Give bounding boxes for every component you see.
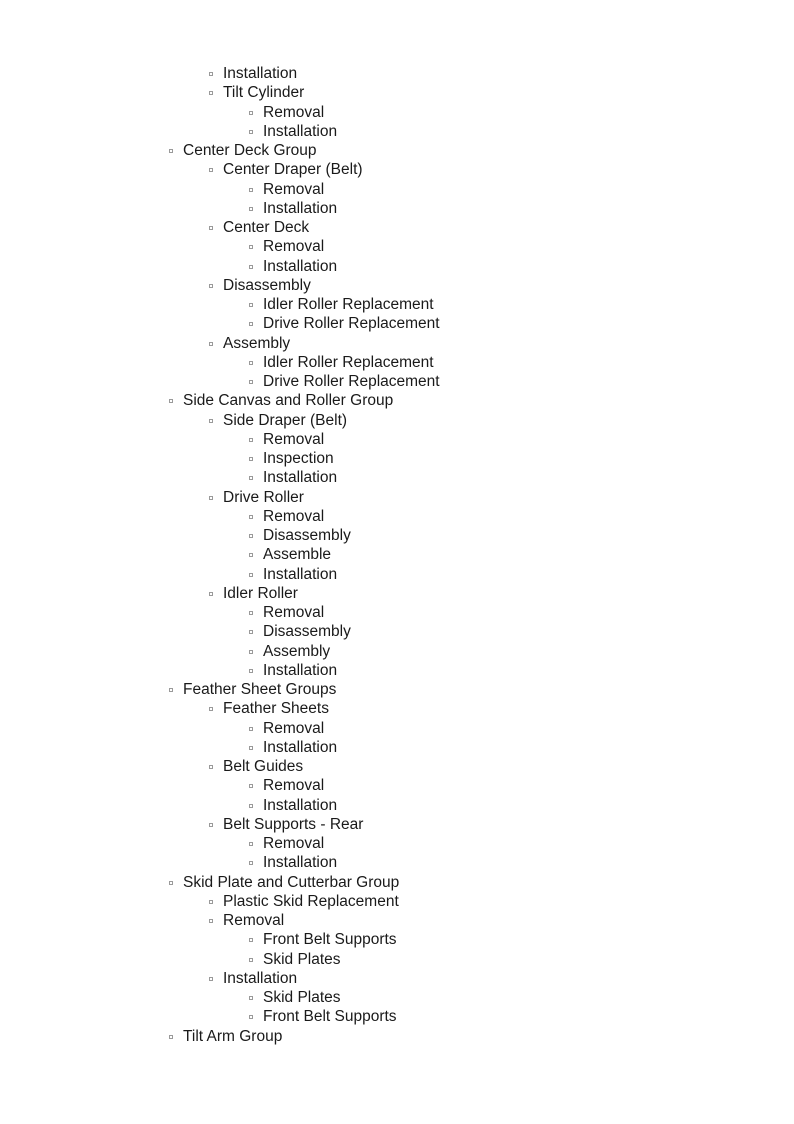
outline-item-label: Front Belt Supports	[263, 931, 397, 949]
square-bullet-icon	[209, 900, 213, 904]
square-bullet-icon	[169, 688, 173, 692]
outline-item-label: Removal	[263, 604, 325, 621]
square-bullet-icon	[209, 284, 213, 288]
square-bullet-icon	[249, 130, 253, 134]
outline-item-level-3	[0, 257, 794, 276]
outline-item-level-3	[0, 603, 794, 622]
square-bullet-icon	[209, 823, 213, 827]
outline-item-label: Installation	[263, 469, 338, 487]
square-bullet-icon	[249, 784, 253, 788]
outline-item-level-2	[0, 584, 794, 603]
square-bullet-icon	[209, 419, 213, 423]
square-bullet-icon	[169, 149, 173, 153]
outline-item-label: Tilt Cylinder	[223, 84, 305, 102]
outline-item-label: Idler Roller Replacement	[263, 353, 434, 371]
outline-item-label: Assemble	[263, 546, 332, 564]
outline-item-level-3	[0, 449, 794, 468]
square-bullet-icon	[249, 476, 253, 480]
square-bullet-icon	[249, 380, 253, 384]
outline-item-label: Removal	[223, 912, 285, 929]
square-bullet-icon	[249, 534, 253, 538]
outline-item-label: Removal	[263, 180, 325, 198]
outline-item-level-3	[0, 103, 794, 122]
outline-item-label: Skid Plate and Cutterbar Group	[183, 873, 400, 891]
square-bullet-icon	[249, 611, 253, 615]
outline-item-level-3	[0, 834, 794, 853]
square-bullet-icon	[249, 438, 253, 442]
outline-item-label: Installation	[263, 854, 338, 872]
outline-item-level-3	[0, 430, 794, 449]
outline-item-label: Removal	[263, 507, 325, 525]
outline-item-label: Feather Sheets	[223, 700, 329, 718]
outline-item-label: Installation	[263, 565, 338, 583]
square-bullet-icon	[249, 630, 253, 634]
outline-item-label: Front Belt Supports	[263, 1008, 397, 1026]
outline-item-level-3	[0, 122, 794, 141]
square-bullet-icon	[249, 207, 253, 211]
outline-item-label: Tilt Arm Group	[183, 1027, 283, 1045]
outline-item-level-3	[0, 237, 794, 256]
outline-item-level-3	[0, 468, 794, 487]
outline-item-level-3	[0, 565, 794, 584]
square-bullet-icon	[249, 861, 253, 865]
square-bullet-icon	[209, 496, 213, 500]
square-bullet-icon	[249, 245, 253, 249]
outline-item-level-1	[0, 141, 794, 160]
outline-item-level-2	[0, 892, 794, 911]
square-bullet-icon	[249, 303, 253, 307]
square-bullet-icon	[249, 111, 253, 115]
outline-item-level-3	[0, 622, 794, 641]
square-bullet-icon	[249, 746, 253, 750]
outline-item-level-3	[0, 295, 794, 314]
outline-item-label: Side Canvas and Roller Group	[183, 392, 394, 410]
outline-item-label: Skid Plates	[263, 950, 341, 968]
outline-item-level-2	[0, 218, 794, 237]
outline-item-level-1	[0, 873, 794, 892]
square-bullet-icon	[209, 919, 213, 923]
outline-item-level-2	[0, 64, 794, 83]
square-bullet-icon	[169, 881, 173, 885]
outline-item-label: Idler Roller	[223, 584, 298, 602]
square-bullet-icon	[249, 573, 253, 577]
outline-item-label: Disassembly	[263, 623, 351, 641]
square-bullet-icon	[249, 1015, 253, 1019]
outline-item-level-3	[0, 642, 794, 661]
outline-item-level-3	[0, 545, 794, 564]
outline-item-level-3	[0, 353, 794, 372]
outline-item-label: Center Deck	[223, 219, 310, 236]
outline-item-level-3	[0, 988, 794, 1007]
outline-item-label: Drive Roller Replacement	[263, 373, 440, 390]
outline-item-label: Removal	[263, 430, 325, 448]
outline-item-level-3	[0, 776, 794, 795]
square-bullet-icon	[249, 515, 253, 519]
outline-item-level-1	[0, 391, 794, 410]
outline-item-level-2	[0, 757, 794, 776]
outline-item-level-3	[0, 180, 794, 199]
outline-item-level-1	[0, 680, 794, 699]
outline-item-label: Disassembly	[223, 276, 311, 294]
square-bullet-icon	[249, 669, 253, 673]
outline-item-label: Assembly	[263, 642, 331, 660]
outline-item-level-3	[0, 1007, 794, 1026]
square-bullet-icon	[249, 361, 253, 365]
outline-item-level-2	[0, 699, 794, 718]
outline-item-label: Removal	[263, 719, 325, 737]
square-bullet-icon	[249, 650, 253, 654]
outline-item-label: Removal	[263, 238, 325, 256]
outline-item-label: Center Deck Group	[183, 142, 317, 159]
outline-item-label: Installation	[263, 796, 338, 814]
outline-item-level-3	[0, 738, 794, 757]
outline-item-label: Assembly	[223, 334, 291, 352]
outline-item-label: Inspection	[263, 450, 334, 467]
square-bullet-icon	[249, 553, 253, 557]
square-bullet-icon	[249, 842, 253, 846]
outline-item-label: Installation	[263, 661, 338, 679]
outline-item-level-3	[0, 314, 794, 333]
outline-item-label: Drive Roller Replacement	[263, 315, 440, 333]
outline-page	[0, 64, 794, 1046]
square-bullet-icon	[249, 265, 253, 269]
outline-item-level-3	[0, 526, 794, 545]
square-bullet-icon	[249, 727, 253, 731]
outline-item-level-3	[0, 661, 794, 680]
square-bullet-icon	[209, 72, 213, 76]
outline-item-label: Installation	[263, 738, 338, 756]
outline-item-label: Installation	[223, 969, 298, 987]
outline-item-label: Installation	[263, 199, 338, 217]
outline-item-label: Belt Supports - Rear	[223, 815, 364, 833]
outline-item-level-3	[0, 719, 794, 738]
square-bullet-icon	[209, 91, 213, 95]
square-bullet-icon	[209, 977, 213, 981]
outline-item-level-3	[0, 930, 794, 949]
outline-item-level-2	[0, 160, 794, 179]
outline-item-label: Belt Guides	[223, 758, 304, 775]
outline-item-level-1	[0, 1027, 794, 1046]
outline-item-level-3	[0, 950, 794, 969]
square-bullet-icon	[209, 765, 213, 769]
outline-item-level-2	[0, 411, 794, 430]
outline-item-level-3	[0, 507, 794, 526]
outline-item-label: Side Draper (Belt)	[223, 411, 348, 429]
outline-item-level-3	[0, 372, 794, 391]
outline-item-label: Center Draper (Belt)	[223, 161, 363, 179]
outline-item-level-2	[0, 969, 794, 988]
outline-item-level-2	[0, 276, 794, 295]
square-bullet-icon	[249, 996, 253, 1000]
square-bullet-icon	[169, 1035, 173, 1039]
outline-item-label: Feather Sheet Groups	[183, 681, 337, 698]
square-bullet-icon	[209, 707, 213, 711]
outline-list	[0, 64, 794, 1046]
outline-item-level-2	[0, 488, 794, 507]
outline-item-label: Installation	[223, 65, 298, 82]
outline-item-level-3	[0, 796, 794, 815]
square-bullet-icon	[249, 322, 253, 326]
outline-item-level-2	[0, 83, 794, 102]
square-bullet-icon	[209, 226, 213, 230]
outline-item-label: Removal	[263, 103, 325, 121]
square-bullet-icon	[249, 804, 253, 808]
outline-item-level-3	[0, 199, 794, 218]
outline-item-label: Installation	[263, 122, 338, 140]
outline-item-label: Removal	[263, 777, 325, 795]
square-bullet-icon	[209, 592, 213, 596]
outline-item-label: Installation	[263, 257, 338, 275]
square-bullet-icon	[249, 958, 253, 962]
square-bullet-icon	[249, 457, 253, 461]
outline-item-label: Idler Roller Replacement	[263, 296, 434, 313]
outline-item-level-3	[0, 853, 794, 872]
square-bullet-icon	[209, 168, 213, 172]
outline-item-label: Disassembly	[263, 527, 351, 544]
outline-item-level-2	[0, 815, 794, 834]
outline-item-label: Removal	[263, 835, 325, 852]
outline-item-level-2	[0, 911, 794, 930]
square-bullet-icon	[249, 938, 253, 942]
outline-item-level-2	[0, 334, 794, 353]
square-bullet-icon	[169, 399, 173, 403]
square-bullet-icon	[249, 188, 253, 192]
square-bullet-icon	[209, 342, 213, 346]
outline-item-label: Drive Roller	[223, 488, 304, 506]
outline-item-label: Plastic Skid Replacement	[223, 892, 399, 910]
outline-item-label: Skid Plates	[263, 989, 341, 1006]
